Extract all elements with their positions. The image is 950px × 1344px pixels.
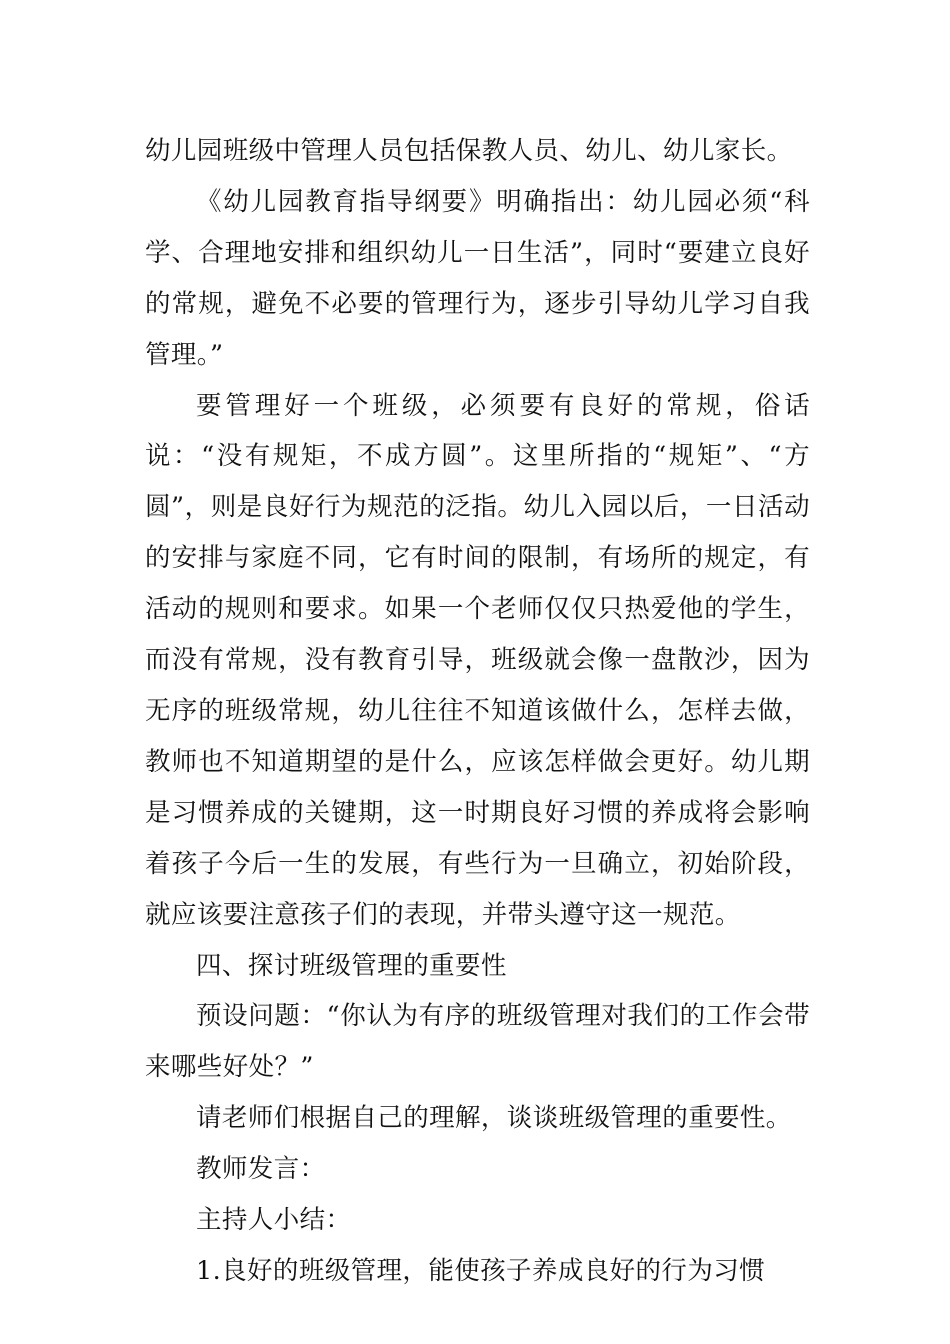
paragraph-teacher-prompt: 请老师们根据自己的理解，谈谈班级管理的重要性。 — [196, 1103, 792, 1134]
section-heading-four: 四、探讨班级管理的重要性 — [196, 950, 507, 981]
paragraph-preset-question: 预设问题：“你认为有序的班级管理对我们的工作会带来哪些好处？” — [145, 1001, 810, 1083]
paragraph-management-personnel: 幼儿园班级中管理人员包括保教人员、幼儿、幼儿家长。 — [145, 136, 793, 166]
paragraph-routine-importance: 要管理好一个班级，必须要有良好的常规，俗话说：“没有规矩，不成方圆”。这里所指的“规矩”、“方圆”，则是良好行为规范的泛指。幼儿入园以后，一日活动的安排与家庭不同，它有时间的限制，有场所的规定，有活动的规则和要求。如果一个老师仅仅只热爱他的学生，而没有常规，没有教育引导，班级就会像一盘散沙，因为无序的班级常规，幼儿往往不知道该做什么，怎样去做，教师也不知道期望的是什么，应该怎样做会更好。幼儿期是习惯养成的关键期，这一时期良好习惯的养成将会影响着孩子今后一生的发展，有些行为一旦确立，初始阶段，就应该要注意孩子们的表现，并带头遵守这一规范。 — [145, 390, 810, 930]
paragraph-teacher-speech: 教师发言： — [196, 1154, 326, 1185]
paragraph-summary-point-one: 1.良好的班级管理，能使孩子养成良好的行为习惯 — [196, 1255, 766, 1286]
paragraph-guideline-quote: 《幼儿园教育指导纲要》明确指出：幼儿园必须“科学、合理地安排和组织幼儿一日生活”，同时“要建立良好的常规，避免不必要的管理行为，逐步引导幼儿学习自我管理。” — [145, 186, 810, 370]
paragraph-host-summary: 主持人小结： — [196, 1205, 352, 1236]
document-body — [145, 126, 810, 1297]
